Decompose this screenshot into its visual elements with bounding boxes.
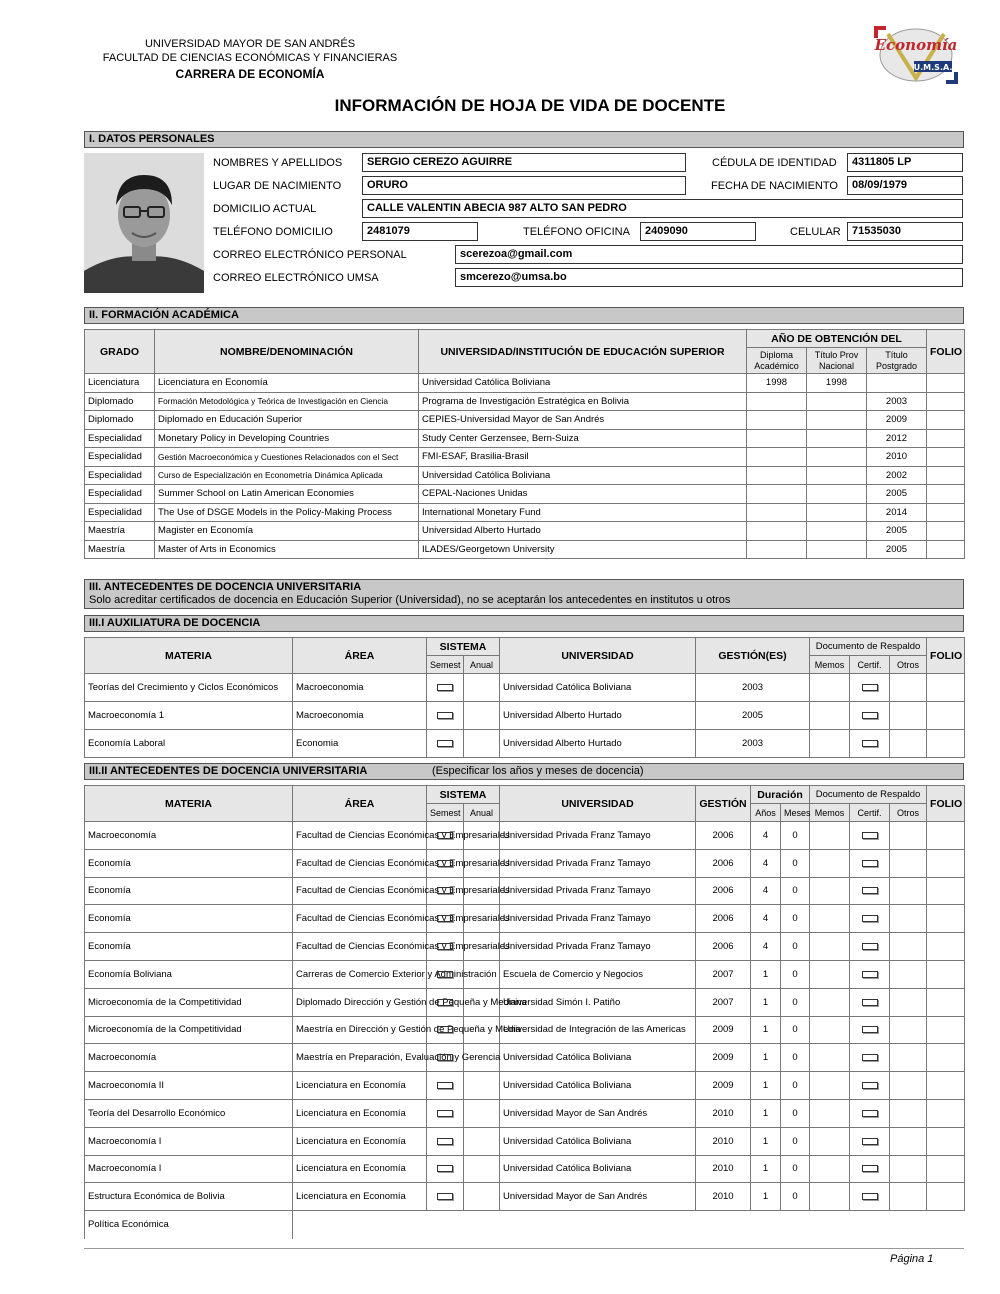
auxiliatura-row: Macroeconomía 1 Macroeconomia Universidad Alberto Hurtado 2005 [85,702,965,730]
docencia-row: Macroeconomía I Licenciatura en Economía Universidad Católica Boliviana 2010 1 0 [85,1155,965,1183]
col-diploma: Diploma Académico [747,348,807,374]
aux-col-universidad: UNIVERSIDAD [500,638,696,674]
section-docencia [84,763,964,780]
certif-checkbox[interactable] [862,740,878,747]
semest-checkbox[interactable] [437,684,453,691]
email-field[interactable]: scerezoa@gmail.com [455,245,963,264]
semest-checkbox[interactable] [437,860,453,867]
birthdate-field[interactable]: 08/09/1979 [847,176,963,195]
col-anio: AÑO DE OBTENCIÓN DEL [747,330,927,348]
semest-checkbox[interactable] [437,1138,453,1145]
aux-col-materia: MATERIA [85,638,293,674]
section-teaching-note: Solo acreditar certificados de docencia en Educación Superior (Universidad), no se aceptarán los antecedentes en institutos u otros [89,594,731,606]
docencia-row: Microeconomía de la Competitividad Maestría en Dirección y Gestión de Pequeña y Media Universidad de Integración de las Americas 2009 1 0 [85,1016,965,1044]
certif-checkbox[interactable] [862,1054,878,1061]
aux-col-sistema: SISTEMA [427,638,500,656]
semest-checkbox[interactable] [437,999,453,1006]
certif-checkbox[interactable] [862,1165,878,1172]
certif-checkbox[interactable] [862,999,878,1006]
col-universidad: UNIVERSIDAD/INSTITUCIÓN DE EDUCACIÓN SUPERIOR [419,330,747,374]
last-row-materia: Política Económica [85,1211,293,1239]
academic-row: Especialidad Curso de Especialización en Econometría Dinámica Aplicada Universidad Católica Boliviana 2002 [85,466,965,485]
semest-checkbox[interactable] [437,1110,453,1117]
address-label: DOMICILIO ACTUAL [213,203,317,215]
economia-logo [872,24,960,86]
academic-row: Especialidad Monetary Policy in Developing Countries Study Center Gerzensee, Bern-Suiza 2012 [85,429,965,448]
semest-checkbox[interactable] [437,1054,453,1061]
svg-text:U.M.S.A.: U.M.S.A. [913,63,953,72]
certif-checkbox[interactable] [862,915,878,922]
doc-col-sistema: SISTEMA [427,786,500,804]
certif-checkbox[interactable] [862,1082,878,1089]
certif-checkbox[interactable] [862,1110,878,1117]
page-title: INFORMACIÓN DE HOJA DE VIDA DE DOCENTE [334,96,726,115]
cell-label: CELULAR [790,226,841,238]
aux-col-area: ÁREA [293,638,427,674]
section-academic: II. FORMACIÓN ACADÉMICA [84,307,964,324]
docencia-row: Macroeconomía I Licenciatura en Economía Universidad Católica Boliviana 2010 1 0 [85,1127,965,1155]
academic-row: Especialidad Gestión Macroeconómica y Cuestiones Relacionados con el Sect FMI-ESAF, Brasilia-Brasil 2010 [85,448,965,467]
certif-checkbox[interactable] [862,684,878,691]
section-teaching-title: III. ANTECEDENTES DE DOCENCIA UNIVERSITARIA [89,581,362,593]
semest-checkbox[interactable] [437,971,453,978]
university-name: UNIVERSIDAD MAYOR DE SAN ANDRÉS [144,38,356,50]
semest-checkbox[interactable] [437,1082,453,1089]
col-titulo-prov: Título Prov Nacional [807,348,867,374]
certif-checkbox[interactable] [862,943,878,950]
doc-col-duracion: Duración [751,786,810,804]
academic-row: Diplomado Diplomado en Educación Superior CEPIES-Universidad Mayor de San Andrés 2009 [85,411,965,430]
certif-checkbox[interactable] [862,832,878,839]
semest-checkbox[interactable] [437,1026,453,1033]
cell-field[interactable]: 71535030 [847,222,963,241]
section-auxiliatura: III.I AUXILIATURA DE DOCENCIA [84,615,964,632]
birthplace-label: LUGAR DE NACIMIENTO [213,180,342,192]
docencia-row: Economía Boliviana Carreras de Comercio Exterior y Administración Escuela de Comercio y Negocios 2007 1 0 [85,960,965,988]
auxiliatura-table: MATERIA ÁREA SISTEMA UNIVERSIDAD GESTIÓN(ES) Documento de Respaldo FOLIO Semest Anual Memos Certif. Otros Teorías del Crecimiento y Ciclos Económicos Macroeconomia Universidad Católica Boliviana 2003 Macroeconomía 1 Macroeconomia Universidad Alberto Hurtado 2005 Economía Laboral Economia Universidad Alberto Hurtado 2003 [84,637,965,758]
col-nombre: NOMBRE/DENOMINACIÓN [155,330,419,374]
svg-text:Economía: Economía [874,36,958,54]
profile-photo [84,153,204,293]
phone-field[interactable]: 2481079 [362,222,478,241]
auxiliatura-row: Teorías del Crecimiento y Ciclos Económicos Macroeconomia Universidad Católica Boliviana 2003 [85,674,965,702]
docencia-row: Economía Facultad de Ciencias Económicas y Empresariales Universidad Privada Franz Tamayo 2006 4 0 [85,933,965,961]
umsa-email-label: CORREO ELECTRÓNICO UMSA [213,272,379,284]
academic-row: Maestría Master of Arts in Economics ILADES/Georgetown University 2005 [85,540,965,559]
page-number: Página 1 [890,1253,934,1265]
section-personal: I. DATOS PERSONALES [84,131,964,148]
docencia-row: Economía Facultad de Ciencias Económicas y Empresariales Universidad Privada Franz Tamayo 2006 4 0 [85,849,965,877]
office-label: TELÉFONO OFICINA [523,226,630,238]
section-docencia-note: (Especificar los años y meses de docencia) [432,765,644,777]
faculty-name: FACULTAD DE CIENCIAS ECONÓMICAS Y FINANCIERAS [102,52,398,64]
col-grado: GRADO [85,330,155,374]
col-folio: FOLIO [927,330,965,374]
docencia-row: Economía Facultad de Ciencias Económicas y Empresariales Universidad Privada Franz Tamayo 2006 4 0 [85,905,965,933]
academic-table [84,329,965,559]
docencia-row: Microeconomía de la Competitividad Diplomado Dirección y Gestión de Pequeña y Mediana Universidad Simón I. Patiño 2007 1 0 [85,988,965,1016]
doc-col-universidad: UNIVERSIDAD [500,786,696,822]
aux-col-gestion: GESTIÓN(ES) [696,638,810,674]
email-label: CORREO ELECTRÓNICO PERSONAL [213,249,407,261]
docencia-row: Economía Facultad de Ciencias Económicas y Empresariales Universidad Privada Franz Tamayo 2006 4 0 [85,877,965,905]
docencia-row: Macroeconomía Maestría en Preparación, Evaluación y Gerencia Universidad Católica Boliviana 2009 1 0 [85,1044,965,1072]
semest-checkbox[interactable] [437,943,453,950]
academic-row: Licenciatura Licenciatura en Economía Universidad Católica Boliviana 1998 1998 [85,374,965,393]
docencia-row: Macroeconomía II Licenciatura en Economía Universidad Católica Boliviana 2009 1 0 [85,1072,965,1100]
doc-col-doc: Documento de Respaldo [810,786,927,804]
docencia-row: Macroeconomía Facultad de Ciencias Económicas y Empresariales Universidad Privada Franz Tamayo 2006 4 0 [85,822,965,850]
academic-row: Maestría Magister en Economía Universidad Alberto Hurtado 2005 [85,522,965,541]
semest-checkbox[interactable] [437,740,453,747]
certif-checkbox[interactable] [862,1026,878,1033]
section-teaching [84,579,964,609]
career-name: CARRERA DE ECONOMÍA [175,67,325,81]
auxiliatura-row: Economía Laboral Economia Universidad Alberto Hurtado 2003 [85,730,965,758]
name-field[interactable]: SERGIO CEREZO AGUIRRE [362,153,686,172]
office-field[interactable]: 2409090 [640,222,756,241]
certif-checkbox[interactable] [862,1193,878,1200]
docencia-table: MATERIA ÁREA SISTEMA UNIVERSIDAD GESTIÓN Duración Documento de Respaldo FOLIO Semest Anual Años Meses Memos Certif. Otros Macroeconomía Facultad de Ciencias Económicas y Empresariales Universidad Privada Franz Tamayo 2006 4 0 Economía Facultad de Ciencias Económicas y Empresariales Universidad Privada Franz Tamayo 2006 4 0 Economía Facultad de Ciencias Económicas y Empresariales Universidad Privada Franz Tamayo 2006 4 0 Economía Facultad de Ciencias Económicas y Empresariales Universidad Privada Franz Tamayo 2006 4 0 Economía Facultad de Ciencias Económicas y Empresariales Universidad Privada Franz Tamayo 2006 4 0 Economía Boliviana Carreras de Comercio Exterior y Administración Escuela de Comercio y Negocios 2007 1 0 Microeconomía de la Competitividad Diplomado Dirección y Gestión de Pequeña y Mediana Universidad Simón I. Patiño 2007 1 0 Microeconomía de la Competitividad Maestría en Dirección y Gestión de Pequeña y Media Universidad de Integración de las Americas 2009 1 0 Macroeconomía Maestría en Preparación, Evaluación y Gerencia Universidad Católica Boliviana 2009 1 0 Macroeconomía II Licenciatura en Economía Universidad Católica Boliviana 2009 1 0 Teoría del Desarrollo Económico Licenciatura en Economía Universidad Mayor de San Andrés 2010 1 0 Macroeconomía I Licenciatura en Economía Universidad Católica Boliviana 2010 1 0 Macroeconomía I Licenciatura en Economía Universidad Católica Boliviana 2010 1 0 Estructura Económica de Bolivia Licenciatura en Economía Universidad Mayor de San Andrés 2010 1 0 Política Económica [84,785,965,1239]
semest-checkbox[interactable] [437,832,453,839]
aux-col-doc: Documento de Respaldo [810,638,927,656]
ci-field[interactable]: 4311805 LP [847,153,963,172]
doc-col-folio: FOLIO [927,786,965,822]
semest-checkbox[interactable] [437,887,453,894]
doc-col-area: ÁREA [293,786,427,822]
semest-checkbox[interactable] [437,712,453,719]
certif-checkbox[interactable] [862,971,878,978]
docencia-row: Teoría del Desarrollo Económico Licenciatura en Economía Universidad Mayor de San Andrés 2010 1 0 [85,1099,965,1127]
certif-checkbox[interactable] [862,712,878,719]
doc-col-materia: MATERIA [85,786,293,822]
certif-checkbox[interactable] [862,860,878,867]
semest-checkbox[interactable] [437,1193,453,1200]
doc-col-gestion: GESTIÓN [696,786,751,822]
col-titulo-post: Título Postgrado [867,348,927,374]
birthplace-field[interactable]: ORURO [362,176,686,195]
aux-col-folio: FOLIO [927,638,965,674]
semest-checkbox[interactable] [437,1165,453,1172]
docencia-row: Estructura Económica de Bolivia Licenciatura en Economía Universidad Mayor de San Andrés 2010 1 0 [85,1183,965,1211]
birthdate-label: FECHA DE NACIMIENTO [711,180,838,192]
academic-row: Especialidad Summer School on Latin American Economies CEPAL-Naciones Unidas 2005 [85,485,965,504]
address-field[interactable]: CALLE VALENTIN ABECIA 987 ALTO SAN PEDRO [362,199,963,218]
phone-label: TELÉFONO DOMICILIO [213,226,333,238]
section-docencia-title: III.II ANTECEDENTES DE DOCENCIA UNIVERSITARIA [89,765,368,777]
name-label: NOMBRES Y APELLIDOS [213,157,343,169]
ci-label: CÉDULA DE IDENTIDAD [712,157,837,169]
certif-checkbox[interactable] [862,1138,878,1145]
footer-divider [84,1248,964,1249]
semest-checkbox[interactable] [437,915,453,922]
certif-checkbox[interactable] [862,887,878,894]
academic-row: Diplomado Formación Metodológica y Teórica de Investigación en Ciencia Programa de Investigación Estratégica en Bolivia 2003 [85,392,965,411]
umsa-email-field[interactable]: smcerezo@umsa.bo [455,268,963,287]
academic-row: Especialidad The Use of DSGE Models in the Policy-Making Process International Monetary Fund 2014 [85,503,965,522]
